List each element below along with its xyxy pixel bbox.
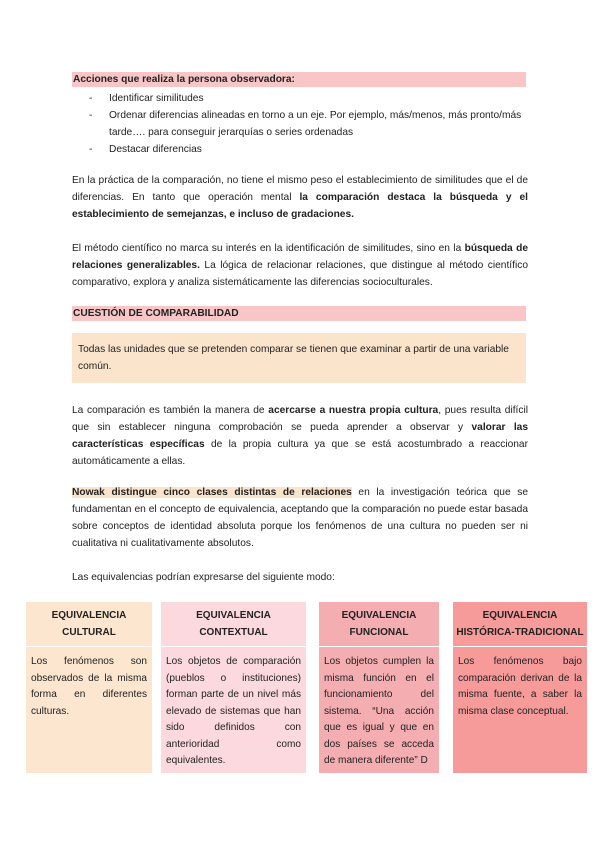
paragraph-equivalences-intro: Las equivalencias podrían expresarse del siguiente modo: [72, 572, 335, 583]
paragraph-bold: valorar las características específicas [72, 422, 529, 450]
card-title-line1: EQUIVALENCIA [51, 610, 127, 621]
paragraph-comparison-practice [72, 172, 528, 223]
card-historica-tradicional [453, 602, 587, 773]
list-item [72, 107, 532, 141]
paragraph-own-culture [72, 402, 528, 470]
card-body: Los objetos de comparación (pueblos o instituciones) forman parte de un nivel más elevado de sistemas que han sido definidos con anterioridad como equivalentes. [166, 656, 301, 766]
paragraph-text: La comparación es también la manera de [72, 405, 269, 416]
card-title-line2: HISTÓRICA-TRADICIONAL [456, 627, 584, 638]
paragraph-scientific-method [72, 240, 528, 291]
card-title-line2: FUNCIONAL [349, 627, 409, 638]
bullet-dash: - [89, 93, 93, 104]
bullet-dash: - [89, 144, 93, 155]
comparability-heading: CUESTIÓN DE COMPARABILIDAD [72, 306, 526, 321]
paragraph-text: La lógica de relacionar relaciones, que distingue al método científico comparativo, explora y analiza sistemáticamente las diferencias socioculturales. [72, 260, 528, 288]
paragraph-bold: búsqueda de relaciones generalizables. [72, 243, 528, 271]
list-item-text: Ordenar diferencias alineadas en torno a un eje. Por ejemplo, más/menos, más pronto/más tarde…. para conseguir jerarquías o series ordenadas [109, 110, 522, 138]
bullet-dash: - [89, 110, 93, 121]
paragraph-text: El método científico no marca su interés en la identificación de similitudes, sino en la [72, 243, 465, 254]
card-title-line1: EQUIVALENCIA [196, 610, 271, 621]
paragraph-text: , pues resulta difícil que sin establecer ninguna comprobación se pueda aprender a observar y [72, 405, 528, 433]
paragraph-nowak [72, 484, 528, 552]
list-item-text: Identificar similitudes [109, 93, 204, 104]
card-header [319, 602, 439, 647]
card-contextual [161, 602, 306, 773]
comparability-callout: Todas las unidades que se pretenden comparar se tienen que examinar a partir de una variable común. [72, 333, 526, 383]
card-header [161, 602, 306, 647]
paragraph-text: En la práctica de la comparación, no tiene el mismo peso el establecimiento de similitudes que el de diferencias. En tanto que operación mental [72, 175, 528, 203]
card-body: Los fenómenos bajo comparación derivan de la misma fuente, a saber la misma clase conceptual. [458, 656, 582, 717]
card-body: Los objetos cumplen la misma función en el funcionamiento del sistema. “Una acción que es igual y que en dos países se acceda de manera diferente” D [324, 656, 434, 766]
list-item [72, 90, 532, 107]
card-title-line1: EQUIVALENCIA [341, 610, 417, 621]
paragraph-text: de la propia cultura ya que se está acostumbrado a reaccionar automáticamente a ellas. [72, 439, 528, 467]
actions-heading: Acciones que realiza la persona observadora: [72, 72, 526, 87]
card-cultural [26, 602, 152, 773]
card-body: Los fenómenos son observados de la misma forma en diferentes culturas. [31, 656, 147, 717]
card-header [26, 602, 152, 647]
card-title-line2: CONTEXTUAL [199, 627, 268, 638]
paragraph-text: en la investigación teórica que se fundamentan en el concepto de equivalencia, aceptando que la comparación no puede estar basada sobre conceptos de identidad absoluta porque los fenómenos de una cultura no pueden ser ni cualitativa ni cualitativamente absolutos. [72, 487, 528, 549]
list-item [72, 141, 532, 158]
paragraph-bold: la comparación destaca la búsqueda y el establecimiento de semejanzas, e incluso de gradaciones. [72, 192, 528, 220]
actions-list [72, 90, 532, 158]
card-title-line2: CULTURAL [62, 627, 116, 638]
card-title-line1: EQUIVALENCIA [482, 610, 558, 621]
list-item-text: Destacar diferencias [109, 144, 202, 155]
card-funcional [319, 602, 439, 773]
paragraph-bold-highlight: Nowak distingue cinco clases distintas de relaciones [72, 487, 352, 498]
card-header [453, 602, 587, 647]
paragraph-bold: acercarse a nuestra propia cultura [268, 405, 439, 416]
